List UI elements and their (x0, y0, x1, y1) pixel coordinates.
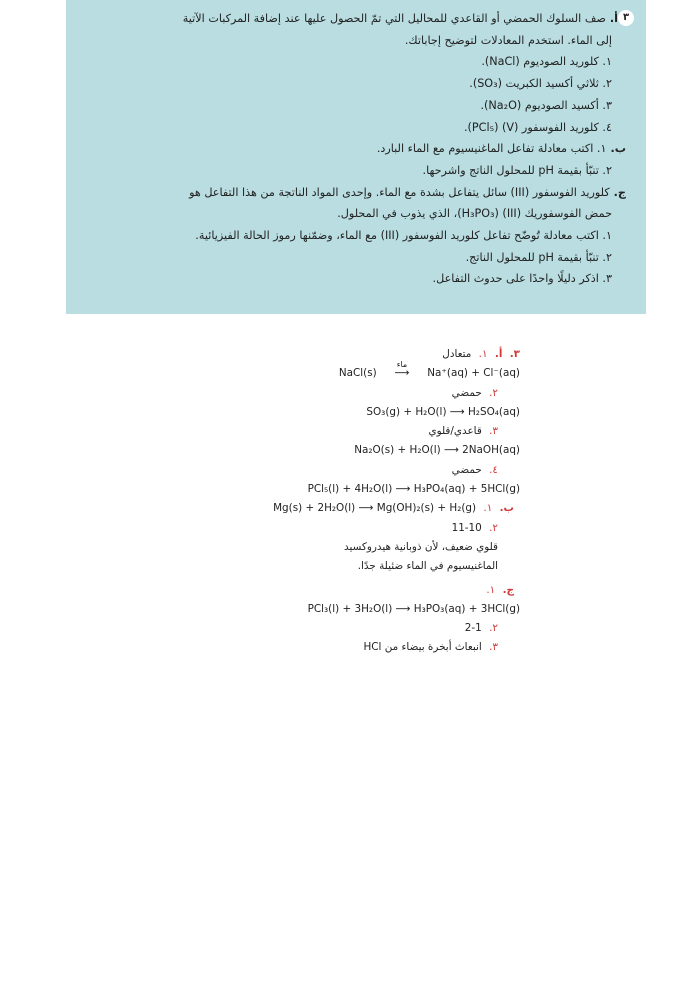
reaction-arrow: ماء ⟶ (380, 364, 424, 383)
answers-block (220, 345, 520, 658)
equation-a1 (220, 360, 520, 383)
equation-a4: PCl₅(l) + 4H₂O(l) ⟶ H₃PO₄(aq) + 5HCl(g) (307, 483, 520, 496)
answer-b1 (220, 499, 520, 518)
question-line (80, 247, 634, 269)
question-line-text: ١. اكتب معادلة تفاعل الماغنيسيوم مع الماء البارد. (376, 142, 607, 156)
answer-c2 (220, 619, 520, 638)
question-part-label: ب. (610, 142, 626, 156)
question-line (80, 95, 634, 117)
answer-c2-number: ٢. (489, 622, 498, 635)
answer-a2-number: ٢. (489, 386, 498, 399)
question-line-text: صف السلوك الحمضي أو القاعدي للمحاليل التي تمّ الحصول عليها عند إضافة المركبات الآتية (182, 12, 606, 25)
question-line-text: ٣. أكسيد الصوديوم (Na₂O). (480, 98, 612, 112)
answer-b2-explanation-1: قلوي ضعيف، لأن ذوبانية هيدروكسيد (344, 540, 498, 553)
question-line-text: ٤. كلوريد الفوسفور (V) (PCl₅). (463, 120, 612, 134)
answer-a1-text: متعادل (442, 348, 472, 360)
answer-c3-number: ٣. (489, 641, 498, 654)
answer-b2 (220, 519, 520, 538)
answer-c3 (220, 638, 520, 657)
answer-a4-text: حمضي (451, 463, 482, 476)
arrow-condition: ماء (396, 360, 408, 370)
question-number: ٣ (618, 10, 634, 26)
answer-c3-text: انبعاث أبخرة بيضاء من HCl (363, 641, 482, 654)
answer-a1-header (220, 345, 520, 364)
answer-part-c-label: ج. (502, 583, 514, 596)
answer-a3 (220, 422, 520, 441)
question-line-text: ١. اكتب معادلة تُوضّح تفاعل كلوريد الفوسفور (III) مع الماء، وضمّنها رموز الحالة الفيزيائية. (195, 229, 612, 243)
equation-a1-right: Na⁺(aq) + Cl⁻(aq) (423, 367, 520, 380)
answer-a3-text: قاعدي/قلوي (428, 425, 482, 438)
equation-c1: PCl₃(l) + 3H₂O(l) ⟶ H₃PO₃(aq) + 3HCl(g) (307, 602, 520, 615)
equation-a1-left: NaCl(s) (338, 367, 380, 380)
question-line-text: ٢. تنبّأ بقيمة pH للمحلول الناتج. (465, 250, 612, 264)
question-part-label: أ. (609, 12, 618, 25)
answer-a4-number: ٤. (489, 463, 498, 476)
answer-c2-text: 2-1 (464, 622, 482, 635)
question-line-text: ٢. ثلاثي أكسيد الكبريت (SO₃). (469, 77, 612, 91)
answer-a2 (220, 384, 520, 403)
equation-a2: SO₃(g) + H₂O(l) ⟶ H₂SO₄(aq) (366, 405, 520, 418)
question-line (80, 160, 634, 182)
answer-b1-number: ١. (483, 502, 493, 515)
answer-b2-number: ٢. (489, 521, 498, 534)
question-line (80, 8, 634, 30)
question-line-text: ٣. اذكر دليلًا واحدًا على حدوث التفاعل. (432, 272, 612, 286)
question-line-text: ٢. تنبّأ بقيمة pH للمحلول الناتج واشرحها. (422, 163, 612, 177)
question-line-text: حمض الفوسفوريك (III) (H₃PO₃)، الذي يذوب في المحلول. (337, 207, 612, 221)
question-line (80, 73, 634, 95)
answer-a3-number: ٣. (489, 425, 498, 438)
question-line (80, 203, 634, 225)
answer-a4 (220, 461, 520, 480)
question-box (66, 0, 646, 314)
equation-a3: Na₂O(s) + H₂O(l) ⟶ 2NaOH(aq) (354, 444, 520, 457)
answer-part-a-label: أ. (494, 348, 503, 360)
answer-b2-explanation-2: الماغنيسيوم في الماء ضئيلة جدًا. (357, 560, 498, 573)
question-line (80, 225, 634, 247)
question-line (80, 268, 634, 290)
answer-part-b-label: ب. (499, 502, 514, 515)
question-lines (80, 8, 634, 290)
question-part-label: ج. (613, 185, 626, 199)
question-line-text: ١. كلوريد الصوديوم (NaCl). (481, 55, 612, 69)
answer-a2-text: حمضي (451, 386, 482, 399)
question-line (80, 182, 634, 204)
answer-c1-number: ١. (486, 583, 496, 596)
question-line (80, 51, 634, 73)
question-line (80, 117, 634, 139)
answer-a1-number: ١. (478, 348, 488, 360)
answer-question-number: ٣. (509, 348, 520, 360)
answer-b2-text: 11-10 (451, 521, 482, 534)
question-line (80, 138, 634, 160)
question-line (80, 30, 634, 52)
answer-c1 (220, 581, 520, 600)
equation-b1: Mg(s) + 2H₂O(l) ⟶ Mg(OH)₂(s) + H₂(g) (273, 502, 477, 515)
question-line-text: كلوريد الفوسفور (III) سائل يتفاعل بشدة مع الماء. وإحدى المواد الناتجة من هذا التفاعل هو (189, 185, 610, 199)
question-line-text: إلى الماء. استخدم المعادلات لتوضيح إجاباتك. (404, 33, 612, 47)
